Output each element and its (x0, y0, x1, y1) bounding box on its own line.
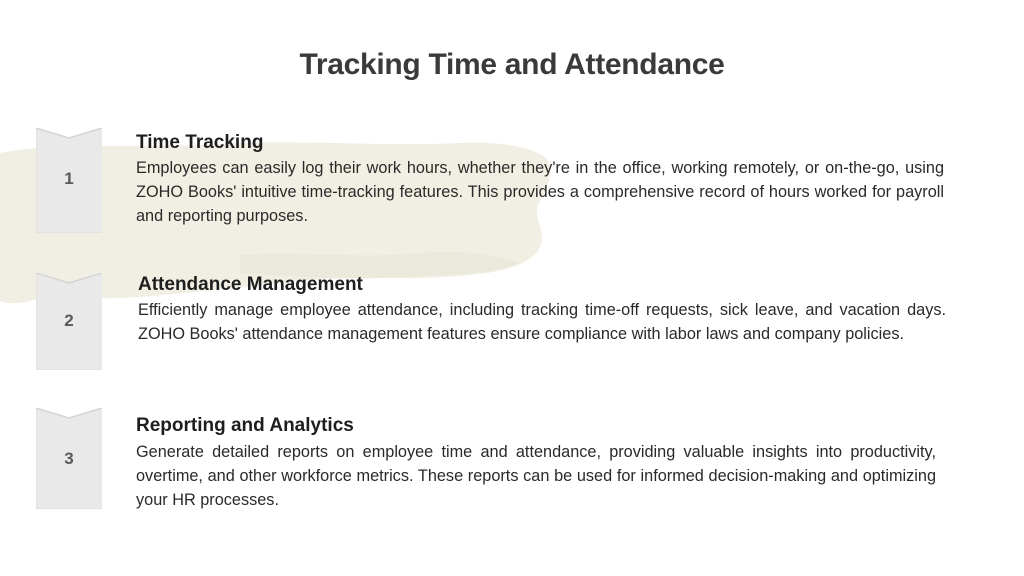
step-description: Employees can easily log their work hours, whether they're in the office, working remotely, or on-the-go, using ZOHO Books' intuitive time-tracking features. This provides a comprehensive record of hours worked for payroll and reporting purposes. (136, 159, 944, 225)
step-number: 3 (64, 449, 74, 468)
step-heading: Reporting and Analytics (136, 415, 354, 436)
step-heading: Time Tracking (136, 132, 264, 153)
step-marker-1 (36, 128, 102, 233)
step-heading: Attendance Management (138, 274, 363, 295)
step-number: 1 (64, 169, 74, 188)
step-number: 2 (64, 311, 74, 330)
step-description: Generate detailed reports on employee time and attendance, providing valuable insights into productivity, overtime, and other workforce metrics. These reports can be used for informed decision-making and optimizing your HR processes. (136, 443, 936, 509)
slide-title: Tracking Time and Attendance (299, 48, 725, 81)
step-description: Efficiently manage employee attendance, including tracking time-off requests, sick leave, and vacation days. ZOHO Books' attendance management features ensure compliance with labor laws and company policies. (138, 301, 946, 343)
step-marker-2 (36, 273, 102, 370)
step-marker-3 (36, 408, 102, 509)
